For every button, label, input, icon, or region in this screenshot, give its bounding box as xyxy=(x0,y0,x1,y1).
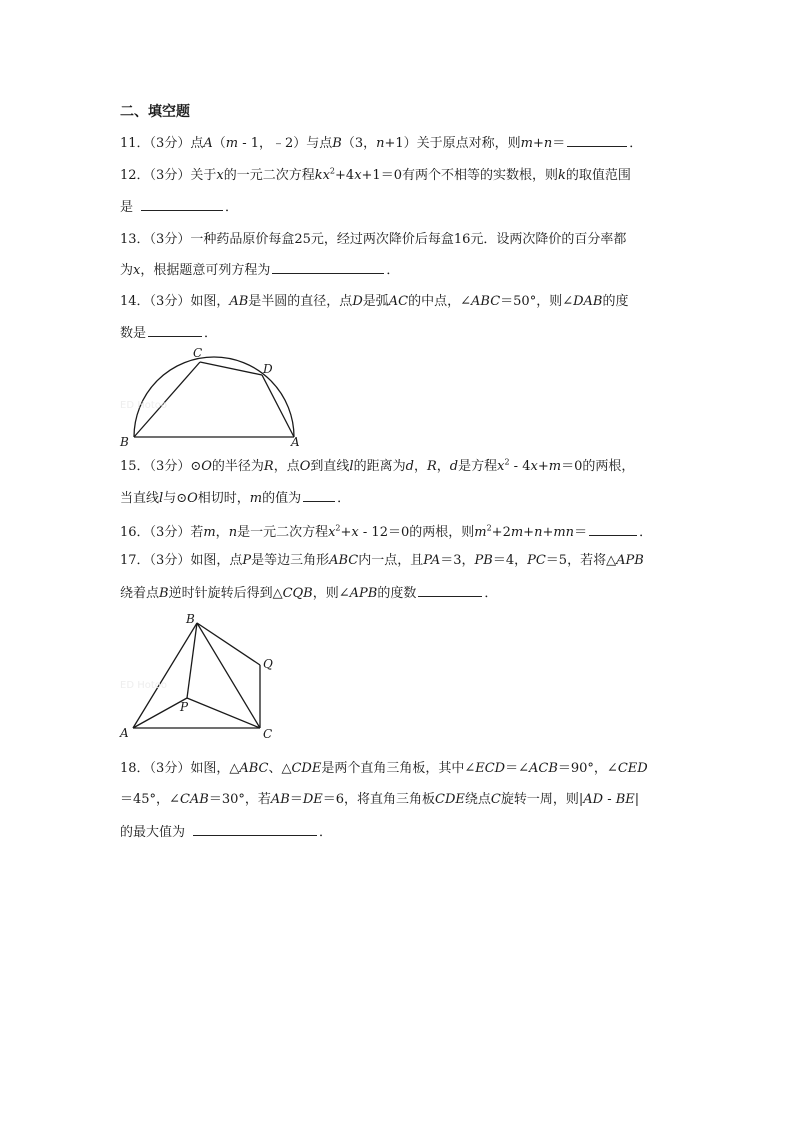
q17-text: 内一点，且 xyxy=(358,553,424,568)
q17-var: ABC xyxy=(329,553,359,568)
q11-text: （3， xyxy=(341,136,377,151)
q14-var: ABC xyxy=(471,294,501,309)
q17-text: 是等边三角形 xyxy=(251,553,330,568)
q18-var: AD xyxy=(583,792,604,807)
q12-text: 的取值范围 xyxy=(565,168,631,183)
label-d: D xyxy=(263,362,273,376)
q14-var: AB xyxy=(229,294,249,309)
q15-number: 15． xyxy=(120,459,150,474)
figure-14-semicircle xyxy=(112,342,312,450)
q17-var: APB xyxy=(349,586,378,601)
question-12-cont xyxy=(120,197,238,217)
q18-text: ＝6，将直角三角板 xyxy=(322,792,436,807)
q18-answer-blank[interactable] xyxy=(193,822,317,836)
q17-text: ，则∠ xyxy=(312,586,350,601)
q13-var: x xyxy=(133,263,141,278)
q15-var: x xyxy=(530,459,538,474)
question-18 xyxy=(120,760,648,778)
q15-score: （3分） xyxy=(149,459,191,474)
q16-text: ＝ xyxy=(574,525,588,540)
segment-pc xyxy=(187,698,260,728)
q14-number: 14． xyxy=(120,294,150,309)
q16-text: 是一元二次方程 xyxy=(237,525,329,540)
q13-text: 13．（3分）一种药品原价每盒25元，经过两次降价后每盒16元．设两次降价的百分率都 xyxy=(120,232,627,247)
q16-var: mn xyxy=(553,525,575,540)
q16-text: + xyxy=(340,525,352,540)
watermark: ED Hotoo xyxy=(120,400,167,411)
question-18-cont2 xyxy=(120,822,332,842)
section-title: 二、填空题 xyxy=(120,104,190,120)
q15-var: O xyxy=(201,459,212,474)
q18-text: ． xyxy=(319,825,333,840)
segment-bp xyxy=(187,623,197,698)
label-c: C xyxy=(263,727,273,741)
watermark: ED Hotoo xyxy=(120,680,167,691)
question-15-cont xyxy=(120,488,350,508)
q18-var: C xyxy=(490,792,501,807)
q16-sup: 2 xyxy=(335,523,341,533)
q15-text: + xyxy=(537,459,549,474)
q14-text: 是弧 xyxy=(362,294,389,309)
question-14-cont xyxy=(120,323,217,343)
q11-answer-blank[interactable] xyxy=(567,133,627,147)
q17-text: ＝3， xyxy=(440,553,475,568)
q16-sup: 2 xyxy=(486,523,492,533)
q15-sup: 2 xyxy=(504,457,510,467)
q12-text: ． xyxy=(225,200,239,215)
q18-text: - xyxy=(603,792,616,807)
q18-number: 18． xyxy=(120,761,150,776)
question-17 xyxy=(120,552,644,570)
q17-text: ＝5，若将△ xyxy=(545,553,617,568)
q14-score: （3分） xyxy=(149,294,191,309)
q11-var: m xyxy=(225,136,239,151)
q13-text: 为 xyxy=(120,263,134,278)
q15-var: R xyxy=(263,459,274,474)
q11-text: - 1，﹣2）与点 xyxy=(238,136,333,151)
q15-var: m xyxy=(548,459,562,474)
q14-var: DAB xyxy=(573,294,603,309)
label-b: B xyxy=(186,612,195,626)
q17-var: PC xyxy=(527,553,546,568)
q14-text: 是半圆的直径，点 xyxy=(248,294,353,309)
q11-var: A xyxy=(203,136,213,151)
q12-score: （3分） xyxy=(149,168,191,183)
q12-var: k xyxy=(557,168,566,183)
q18-text: 的最大值为 xyxy=(120,825,186,840)
q12-text: +1＝0有两个不相等的实数根，则 xyxy=(361,168,558,183)
q18-var: BE xyxy=(615,792,635,807)
q14-answer-blank[interactable] xyxy=(148,323,202,337)
q14-text: ． xyxy=(204,326,218,341)
q15-text: ， xyxy=(436,459,450,474)
segment-da xyxy=(262,375,294,437)
q18-score: （3分） xyxy=(149,761,191,776)
q13-text: ． xyxy=(386,263,400,278)
q15-var: O xyxy=(187,491,198,506)
q18-text: 是两个直角三角板，其中∠ xyxy=(321,761,476,776)
q16-var: x xyxy=(328,525,336,540)
q14-text: 的中点，∠ xyxy=(408,294,472,309)
q17-var: CQB xyxy=(282,586,313,601)
q17-text: 绕着点 xyxy=(120,586,160,601)
q16-answer-blank[interactable] xyxy=(589,522,637,536)
q12-answer-blank[interactable] xyxy=(141,197,223,211)
question-16 xyxy=(120,522,652,542)
q15-text: 的值为 xyxy=(262,491,302,506)
label-a: A xyxy=(291,435,300,449)
q11-var: B xyxy=(332,136,342,151)
q15-text: 是方程 xyxy=(458,459,498,474)
label-a: A xyxy=(120,726,129,740)
question-11 xyxy=(120,133,642,153)
q18-text: ＝30°，若 xyxy=(208,792,271,807)
q17-var: PA xyxy=(423,553,441,568)
q17-var: P xyxy=(242,553,252,568)
q14-text: 如图， xyxy=(190,294,230,309)
q12-text: 是 xyxy=(120,200,134,215)
q15-text: - 4 xyxy=(509,459,531,474)
q11-text: ． xyxy=(629,136,643,151)
q14-var: AC xyxy=(388,294,409,309)
q17-var: PB xyxy=(474,553,493,568)
q16-number: 16． xyxy=(120,525,150,540)
q12-number: 12． xyxy=(120,168,150,183)
q12-text: 关于 xyxy=(190,168,217,183)
q17-text: 逆时针旋转后得到△ xyxy=(168,586,283,601)
label-b: B xyxy=(120,435,129,449)
question-14 xyxy=(120,293,628,311)
q16-var: n xyxy=(228,525,238,540)
q17-score: （3分） xyxy=(149,553,191,568)
q11-var: n xyxy=(376,136,385,151)
q11-text: +1）关于原点对称，则 xyxy=(384,136,521,151)
q18-text: ＝ xyxy=(289,792,303,807)
q16-var: m xyxy=(510,525,524,540)
q15-text: 的半径为 xyxy=(211,459,264,474)
q16-score: （3分） xyxy=(149,525,191,540)
q18-text: ＝90°，∠ xyxy=(557,761,618,776)
q15-text: ， xyxy=(413,459,427,474)
segment-cd xyxy=(200,362,262,375)
q18-text: 如图，△ xyxy=(190,761,240,776)
q17-var: APB xyxy=(616,553,644,568)
q11-var: m+n xyxy=(520,136,553,151)
q11-text: （ xyxy=(212,136,226,151)
q15-text: 当直线 xyxy=(120,491,160,506)
q15-var: O xyxy=(299,459,311,474)
q17-var: B xyxy=(159,586,169,601)
label-q: Q xyxy=(263,657,273,671)
q18-var: CAB xyxy=(179,792,209,807)
q18-text: 绕点 xyxy=(464,792,491,807)
q13-text: ，根据题意可列方程为 xyxy=(140,263,271,278)
q15-text: ＝0的两根， xyxy=(561,459,635,474)
q15-var: l xyxy=(349,459,354,474)
q16-text: ． xyxy=(639,525,653,540)
q12-var: x xyxy=(216,168,224,183)
q18-var: AB xyxy=(270,792,290,807)
segment-ap xyxy=(133,698,187,728)
q15-var: x xyxy=(497,459,505,474)
q18-text: ＝45°，∠ xyxy=(120,792,180,807)
q15-answer-blank[interactable] xyxy=(303,488,335,502)
q15-text: ⊙ xyxy=(190,459,202,474)
question-18-cont xyxy=(120,791,639,809)
q18-text: ＝∠ xyxy=(505,761,529,776)
q14-text: ＝50°，则∠ xyxy=(500,294,574,309)
q14-text: 数是 xyxy=(120,326,147,341)
q14-var: D xyxy=(352,294,363,309)
q17-text: 的度数 xyxy=(377,586,417,601)
q18-var: CDE xyxy=(435,792,465,807)
q12-var: kx xyxy=(314,168,330,183)
q18-var: ECD xyxy=(475,761,506,776)
q15-var: R xyxy=(426,459,437,474)
q16-var: x xyxy=(351,525,359,540)
q15-text: ． xyxy=(337,491,351,506)
q15-var: m xyxy=(249,491,263,506)
q17-text: 如图，点 xyxy=(190,553,243,568)
q15-text: 相切时， xyxy=(197,491,250,506)
q11-number: 11． xyxy=(120,136,150,151)
q18-var: ABC xyxy=(239,761,269,776)
q17-answer-blank[interactable] xyxy=(418,583,482,597)
q15-text: 与⊙ xyxy=(163,491,188,506)
q16-text: + xyxy=(542,525,554,540)
q12-var: x xyxy=(354,168,362,183)
q18-var: CDE xyxy=(291,761,322,776)
q17-text: ． xyxy=(484,586,498,601)
q16-text: + xyxy=(523,525,535,540)
q16-text: - 12＝0的两根，则 xyxy=(358,525,475,540)
q17-number: 17． xyxy=(120,553,150,568)
question-15 xyxy=(120,458,634,476)
q16-var: m xyxy=(203,525,216,540)
q16-var: m xyxy=(474,525,487,540)
question-13-cont xyxy=(120,260,399,280)
q18-text: | xyxy=(634,792,640,807)
q11-score: （3分） xyxy=(149,136,191,151)
q12-text: 的一元二次方程 xyxy=(223,168,315,183)
q17-text: ＝4， xyxy=(492,553,528,568)
q18-text: 旋转一周，则| xyxy=(500,792,584,807)
q16-text: ， xyxy=(215,525,229,540)
segment-bc xyxy=(197,623,260,728)
q16-text: 若 xyxy=(190,525,204,540)
label-c: C xyxy=(193,346,203,360)
q11-text: 点 xyxy=(190,136,204,151)
q14-text: 的度 xyxy=(602,294,629,309)
question-13 xyxy=(120,231,626,249)
question-12 xyxy=(120,167,631,185)
question-17-cont xyxy=(120,583,497,603)
q12-sup: 2 xyxy=(329,166,336,176)
q13-answer-blank[interactable] xyxy=(272,260,384,274)
q18-var: DE xyxy=(302,792,323,807)
segment-bq xyxy=(197,623,260,665)
figure-17-triangle xyxy=(112,608,292,744)
label-p: P xyxy=(180,700,189,714)
q15-text: ，点 xyxy=(273,459,300,474)
q18-var: CED xyxy=(617,761,648,776)
q18-var: ACB xyxy=(529,761,558,776)
q16-text: +2 xyxy=(491,525,511,540)
q11-text: ＝ xyxy=(552,136,566,151)
q15-text: 的距离为 xyxy=(353,459,406,474)
q16-var: n xyxy=(534,525,543,540)
q15-text: 到直线 xyxy=(310,459,350,474)
q12-text: +4 xyxy=(335,168,355,183)
q15-var: l xyxy=(159,491,164,506)
q15-var: d xyxy=(449,459,459,474)
q18-text: 、△ xyxy=(268,761,292,776)
q15-var: d xyxy=(405,459,414,474)
